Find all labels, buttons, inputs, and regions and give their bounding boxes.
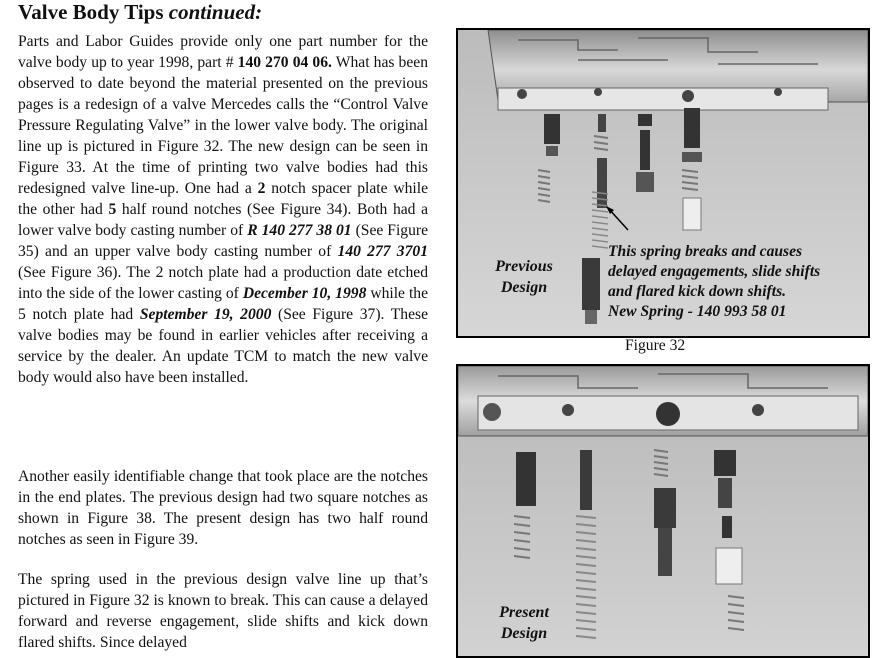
page-heading: Valve Body Tips continued: bbox=[18, 0, 263, 24]
paragraph-1: Parts and Labor Guides provide only one part number for the valve body up to year 1998, part # 140 270 04 06. What has been observed to date beyond the material presented on the previous pages is a redesign of a valve Mercedes calls the “Control Valve Pressure Regulating Valve” in the lower valve body. The original line up is pictured in Figure 32. The new design can be seen in Figure 33. At the time of printing two valve bodies had this redesigned valve line-up. One had a 2 notch spacer plate while the other had 5 half round notches (See Figure 34). Both had a lower valve body casting number of R 140 277 38 01 (See Figure 35) and an upper valve body casting number of 140 277 3701 (See Figure 36). The 2 notch plate had a production date etched into the side of the lower casting of December 10, 1998 while the 5 notch plate had September 19, 2000 (See Figure 37). These valve bodies may be found in earlier vehicles after receiving a service by the dealer. An update TCM to match the new valve body would also have been installed. bbox=[18, 33, 429, 386]
previous-design-label: Previous Design bbox=[495, 258, 553, 296]
spring-annotation: This spring breaks and causes delayed engagements, slide shifts and flared kick down shifts. New Spring - 140 993 58 01 bbox=[608, 243, 821, 320]
present-design-label: Present Design bbox=[499, 604, 549, 642]
figure-32-photo bbox=[456, 28, 870, 338]
paragraph-2: Another easily identifiable change that took place are the notches in the end plates. The previous design had two square notches as shown in Figure 38. The present design has two half round notches as seen in Figure 39. bbox=[18, 468, 428, 548]
figure-32-caption: Figure 32 bbox=[625, 337, 686, 354]
paragraph-3: The spring used in the previous design valve line up that’s pictured in Figure 32 is known to break. This can cause a delayed forward and reverse engagement, slide shifts and kick down flared shifts. Since delayed bbox=[18, 571, 428, 651]
figure-33-photo bbox=[456, 364, 870, 658]
